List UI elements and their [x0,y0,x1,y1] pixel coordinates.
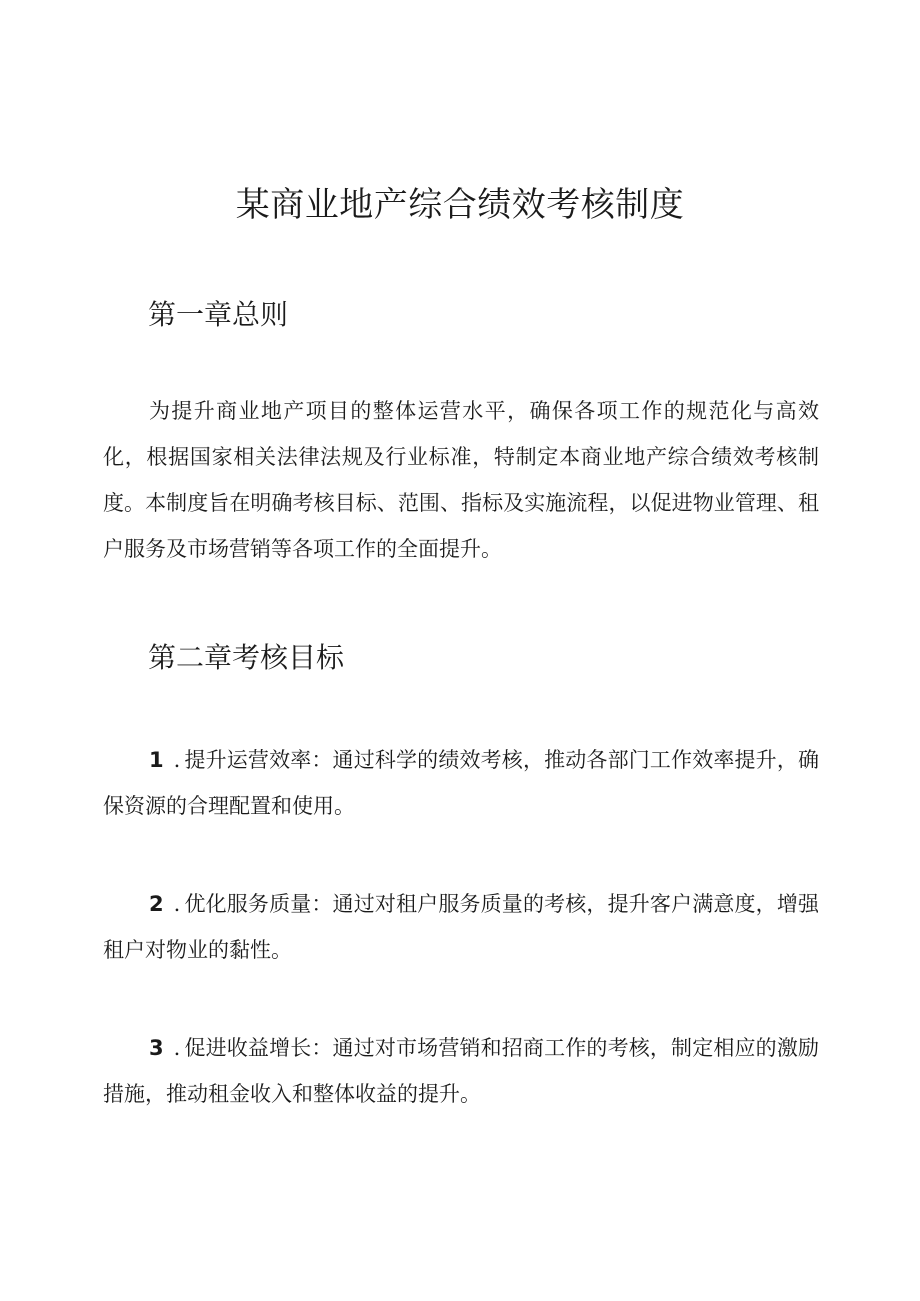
list-item-text: 促进收益增长：通过对市场营销和招商工作的考核，制定相应的激励措施，推动租金收入和整体收益的提升。 [103,1036,819,1106]
list-item-separator: . [173,892,181,916]
list-item [103,881,819,973]
document-title: 某商业地产综合绩效考核制度 [235,185,685,225]
list-item [103,1025,819,1117]
list-item-text: 优化服务质量：通过对租户服务质量的考核，提升客户满意度，增强租户对物业的黏性。 [103,892,819,962]
list-item-number: 3 [149,1036,164,1060]
list-item [103,737,819,829]
list-item-separator: . [173,748,181,772]
chapter-1-heading: 第一章总则 [148,298,289,331]
list-item-number: 2 [149,892,164,916]
list-item-number: 1 [149,748,164,772]
list-item-separator: . [173,1036,181,1060]
list-item-text: 提升运营效率：通过科学的绩效考核，推动各部门工作效率提升，确保资源的合理配置和使用。 [103,748,819,818]
chapter-2-heading: 第二章考核目标 [148,641,345,674]
chapter-1-paragraph: 为提升商业地产项目的整体运营水平，确保各项工作的规范化与高效化，根据国家相关法律法规及行业标准，特制定本商业地产综合绩效考核制度。本制度旨在明确考核目标、范围、指标及实施流程，以促进物业管理、租户服务及市场营销等各项工作的全面提升。 [103,399,819,561]
